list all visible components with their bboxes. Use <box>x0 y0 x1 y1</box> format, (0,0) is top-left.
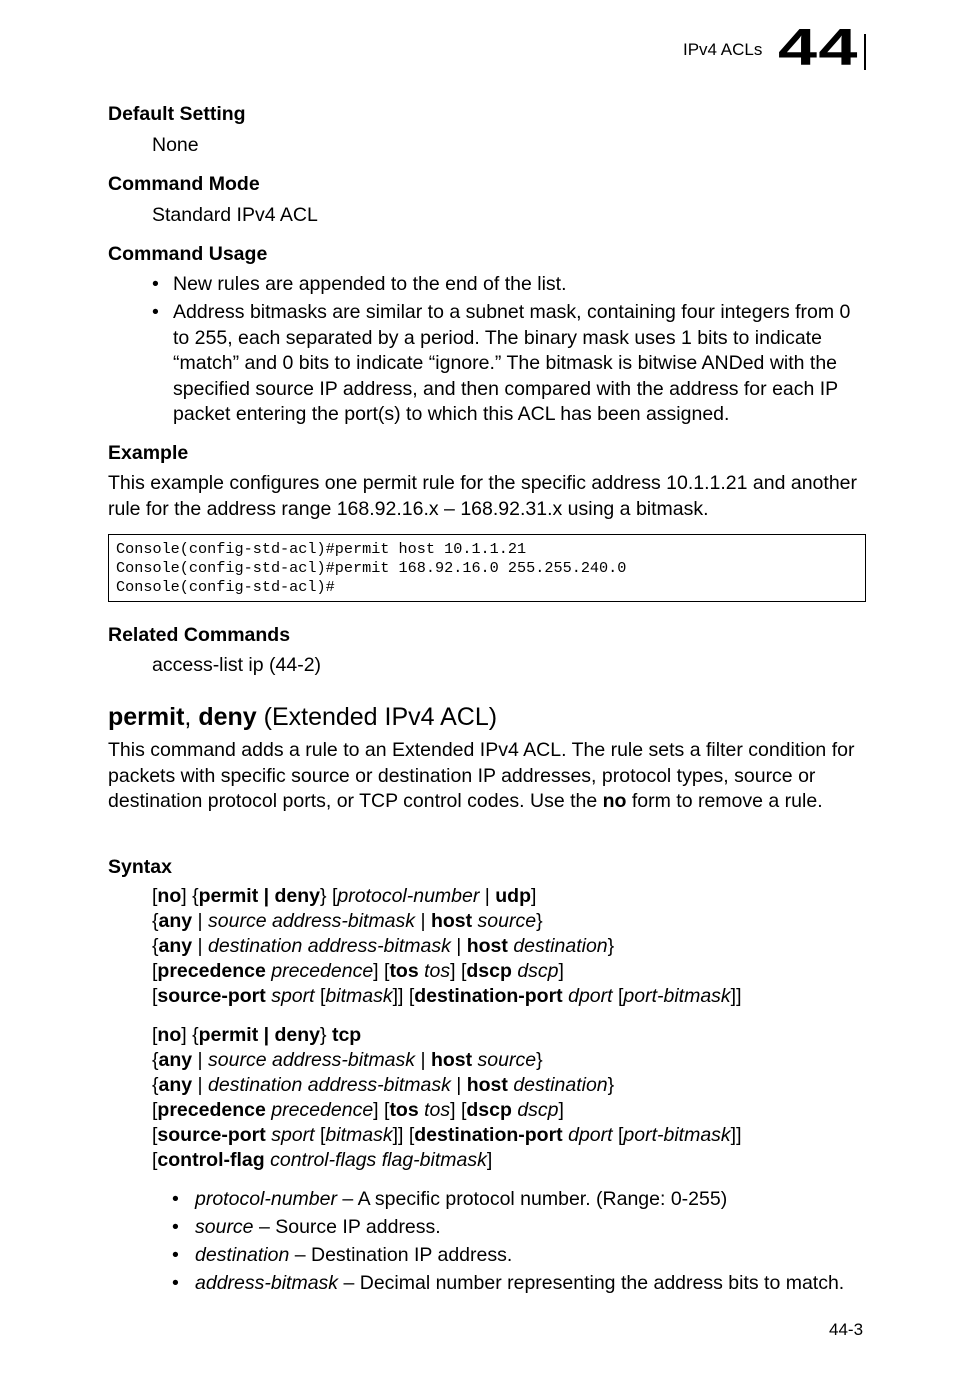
syntax-argument: source address-bitmask <box>208 1049 416 1071</box>
syntax-block-udp <box>152 884 742 1009</box>
code-example <box>108 534 866 602</box>
syntax-punctuation: ] [ <box>450 960 467 982</box>
section-title-qualifier: (Extended IPv4 ACL) <box>256 703 498 731</box>
syntax-keyword: udp <box>495 885 531 907</box>
syntax-punctuation: ]] [ <box>392 985 415 1007</box>
syntax-punctuation: [ <box>612 985 624 1007</box>
syntax-line <box>152 909 742 934</box>
syntax-argument: precedence <box>271 1099 374 1121</box>
syntax-punctuation: } <box>536 910 543 932</box>
syntax-keyword: no <box>157 885 182 907</box>
syntax-punctuation: | <box>450 935 467 957</box>
syntax-keyword: any <box>158 1074 193 1096</box>
section-title-command-permit: permit <box>108 703 185 731</box>
syntax-argument: dport <box>568 985 613 1007</box>
syntax-punctuation: } <box>536 1049 543 1071</box>
parameter-item <box>172 1269 892 1297</box>
parameter-term: address-bitmask <box>195 1272 339 1294</box>
syntax-argument: destination address-bitmask <box>208 935 451 957</box>
syntax-keyword: source-port <box>157 985 266 1007</box>
syntax-punctuation: ]] <box>730 985 742 1007</box>
parameter-description: – Decimal number representing the address bits to match. <box>338 1272 845 1294</box>
syntax-line <box>152 984 742 1009</box>
syntax-punctuation: } <box>607 1074 615 1096</box>
syntax-argument: tos <box>424 1099 451 1121</box>
syntax-keyword: tos <box>389 960 419 982</box>
syntax-block-tcp <box>152 1023 742 1173</box>
syntax-argument: protocol-number <box>337 885 480 907</box>
parameter-list <box>172 1185 892 1297</box>
code-line: Console(config-std-acl)# <box>116 578 335 596</box>
syntax-keyword: permit | deny <box>198 885 321 907</box>
syntax-keyword: destination-port <box>414 1124 563 1146</box>
syntax-punctuation: | <box>479 885 496 907</box>
syntax-punctuation: { <box>152 935 159 957</box>
syntax-punctuation: | <box>192 1074 209 1096</box>
syntax-keyword: host <box>466 1074 508 1096</box>
chapter-number: 44 <box>778 19 859 77</box>
syntax-keyword: precedence <box>157 1099 266 1121</box>
syntax-argument: source <box>477 910 537 932</box>
syntax-argument: sport <box>271 1124 315 1146</box>
syntax-line <box>152 1148 742 1173</box>
syntax-line <box>152 934 742 959</box>
syntax-punctuation: [ <box>314 1124 326 1146</box>
syntax-punctuation: ] <box>486 1149 493 1171</box>
syntax-punctuation: ] <box>558 960 564 982</box>
syntax-punctuation: ] [ <box>450 1099 467 1121</box>
syntax-punctuation: ] [ <box>373 960 390 982</box>
syntax-line <box>152 1098 742 1123</box>
syntax-keyword: dscp <box>466 1099 512 1121</box>
syntax-punctuation: | <box>192 1049 209 1071</box>
section-title-command-deny: deny <box>198 703 257 731</box>
syntax-argument: precedence <box>271 960 374 982</box>
command-mode-value: Standard IPv4 ACL <box>152 204 318 226</box>
syntax-keyword: host <box>430 1049 473 1071</box>
intro-text-end: form to remove a rule. <box>626 790 823 813</box>
syntax-keyword: any <box>158 935 193 957</box>
syntax-argument: control-flags flag-bitmask <box>270 1149 487 1171</box>
syntax-punctuation: [ <box>152 960 158 982</box>
page-number: 44-3 <box>829 1320 864 1339</box>
syntax-punctuation: ] <box>531 885 537 907</box>
command-usage-heading: Command Usage <box>108 243 268 265</box>
syntax-argument: source <box>477 1049 537 1071</box>
syntax-keyword: source-port <box>157 1124 266 1146</box>
intro-text: This command adds a rule to an Extended IPv4 ACL. The rule sets a filter condition for packets with specific source or destination IP addresses, protocol types, source or destination protocol ports, or TCP control codes. Use the <box>108 739 855 813</box>
syntax-argument: source address-bitmask <box>208 910 416 932</box>
syntax-punctuation: [ <box>152 1099 158 1121</box>
parameter-term: protocol-number <box>195 1188 337 1210</box>
syntax-punctuation: | <box>192 935 209 957</box>
command-mode-heading: Command Mode <box>108 173 260 195</box>
parameter-term: source <box>195 1216 254 1238</box>
syntax-argument: bitmask <box>325 985 393 1007</box>
syntax-punctuation: ]] [ <box>392 1124 415 1146</box>
syntax-punctuation: [ <box>612 1124 624 1146</box>
syntax-line <box>152 1123 742 1148</box>
running-header-title: IPv4 ACLs <box>683 40 763 59</box>
syntax-argument: port-bitmask <box>623 985 731 1007</box>
syntax-keyword: no <box>157 1024 182 1046</box>
command-usage-list <box>152 272 872 427</box>
code-line: Console(config-std-acl)#permit 168.92.16.0 255.255.240.0 <box>116 559 627 577</box>
example-text: This example configures one permit rule for the specific address 10.1.1.21 and another rule for the address range 168.92.16.x – 168.92.31.x using a bitmask. <box>108 472 858 520</box>
syntax-punctuation: [ <box>152 885 158 907</box>
parameter-description: – A specific protocol number. (Range: 0-255) <box>336 1188 728 1210</box>
parameter-description: – Source IP address. <box>253 1216 441 1238</box>
syntax-argument: destination <box>513 935 608 957</box>
syntax-punctuation: } <box>607 935 615 957</box>
syntax-punctuation: [ <box>314 985 326 1007</box>
syntax-keyword: tos <box>389 1099 419 1121</box>
syntax-punctuation: [ <box>152 1124 158 1146</box>
default-setting-heading: Default Setting <box>108 103 246 125</box>
syntax-punctuation: { <box>152 1074 159 1096</box>
syntax-punctuation: ]] <box>730 1124 742 1146</box>
syntax-punctuation: ] [ <box>373 1099 390 1121</box>
syntax-argument: port-bitmask <box>623 1124 731 1146</box>
syntax-keyword: permit | deny <box>198 1024 321 1046</box>
related-commands-heading: Related Commands <box>108 624 291 646</box>
syntax-keyword: precedence <box>157 960 266 982</box>
section-title-separator: , <box>184 703 199 731</box>
syntax-punctuation: [ <box>152 985 158 1007</box>
syntax-keyword: host <box>466 935 508 957</box>
syntax-line <box>152 1048 742 1073</box>
syntax-punctuation: { <box>152 1049 159 1071</box>
syntax-heading: Syntax <box>108 856 172 878</box>
syntax-punctuation: { <box>152 910 159 932</box>
syntax-keyword: dscp <box>466 960 512 982</box>
syntax-punctuation: | <box>415 910 431 932</box>
syntax-line <box>152 1073 742 1098</box>
syntax-line <box>152 1023 742 1048</box>
syntax-line <box>152 959 742 984</box>
parameter-term: destination <box>195 1244 290 1266</box>
syntax-punctuation: | <box>192 910 209 932</box>
section-intro <box>108 738 868 815</box>
list-item: • New rules are appended to the end of the list. <box>152 272 872 297</box>
syntax-punctuation: ] { <box>181 1024 199 1046</box>
parameter-description: – Destination IP address. <box>289 1244 513 1266</box>
default-setting-value: None <box>152 134 199 156</box>
syntax-argument: destination address-bitmask <box>208 1074 451 1096</box>
list-item: • Address bitmasks are similar to a subnet mask, containing four integers from 0 to 255, each separated by a period. The binary mask uses 1 bits to indicate “match” and 0 bits to indicate “ignore.” The bitmask is bitwise ANDed with the specified source IP address, and then compared with the address for each IP packet entering the port(s) to which this ACL has been assigned. <box>152 300 872 427</box>
syntax-argument: tos <box>424 960 451 982</box>
code-line: Console(config-std-acl)#permit host 10.1.1.21 <box>116 540 527 558</box>
syntax-punctuation: [ <box>152 1149 158 1171</box>
syntax-keyword: control-flag <box>157 1149 265 1171</box>
syntax-argument: destination <box>513 1074 608 1096</box>
header-rule <box>864 34 866 70</box>
syntax-argument: sport <box>271 985 315 1007</box>
parameter-item <box>172 1241 892 1269</box>
syntax-keyword: tcp <box>331 1024 362 1046</box>
related-command-link[interactable]: access-list ip (44-2) <box>152 654 322 676</box>
syntax-argument: bitmask <box>325 1124 393 1146</box>
parameter-item <box>172 1185 892 1213</box>
syntax-line <box>152 884 742 909</box>
syntax-argument: dscp <box>517 960 559 982</box>
syntax-keyword: destination-port <box>414 985 563 1007</box>
syntax-punctuation: } [ <box>320 885 338 907</box>
syntax-punctuation: } <box>320 1024 332 1046</box>
syntax-keyword: any <box>158 910 193 932</box>
intro-keyword: no <box>602 790 627 813</box>
syntax-punctuation: | <box>415 1049 431 1071</box>
syntax-punctuation: | <box>450 1074 467 1096</box>
parameter-item <box>172 1213 892 1241</box>
syntax-argument: dport <box>568 1124 613 1146</box>
section-title <box>108 703 497 732</box>
syntax-punctuation: ] { <box>181 885 199 907</box>
syntax-argument: dscp <box>517 1099 559 1121</box>
syntax-keyword: any <box>158 1049 193 1071</box>
syntax-punctuation: ] <box>558 1099 564 1121</box>
example-heading: Example <box>108 442 189 464</box>
syntax-keyword: host <box>430 910 473 932</box>
syntax-punctuation: [ <box>152 1024 158 1046</box>
